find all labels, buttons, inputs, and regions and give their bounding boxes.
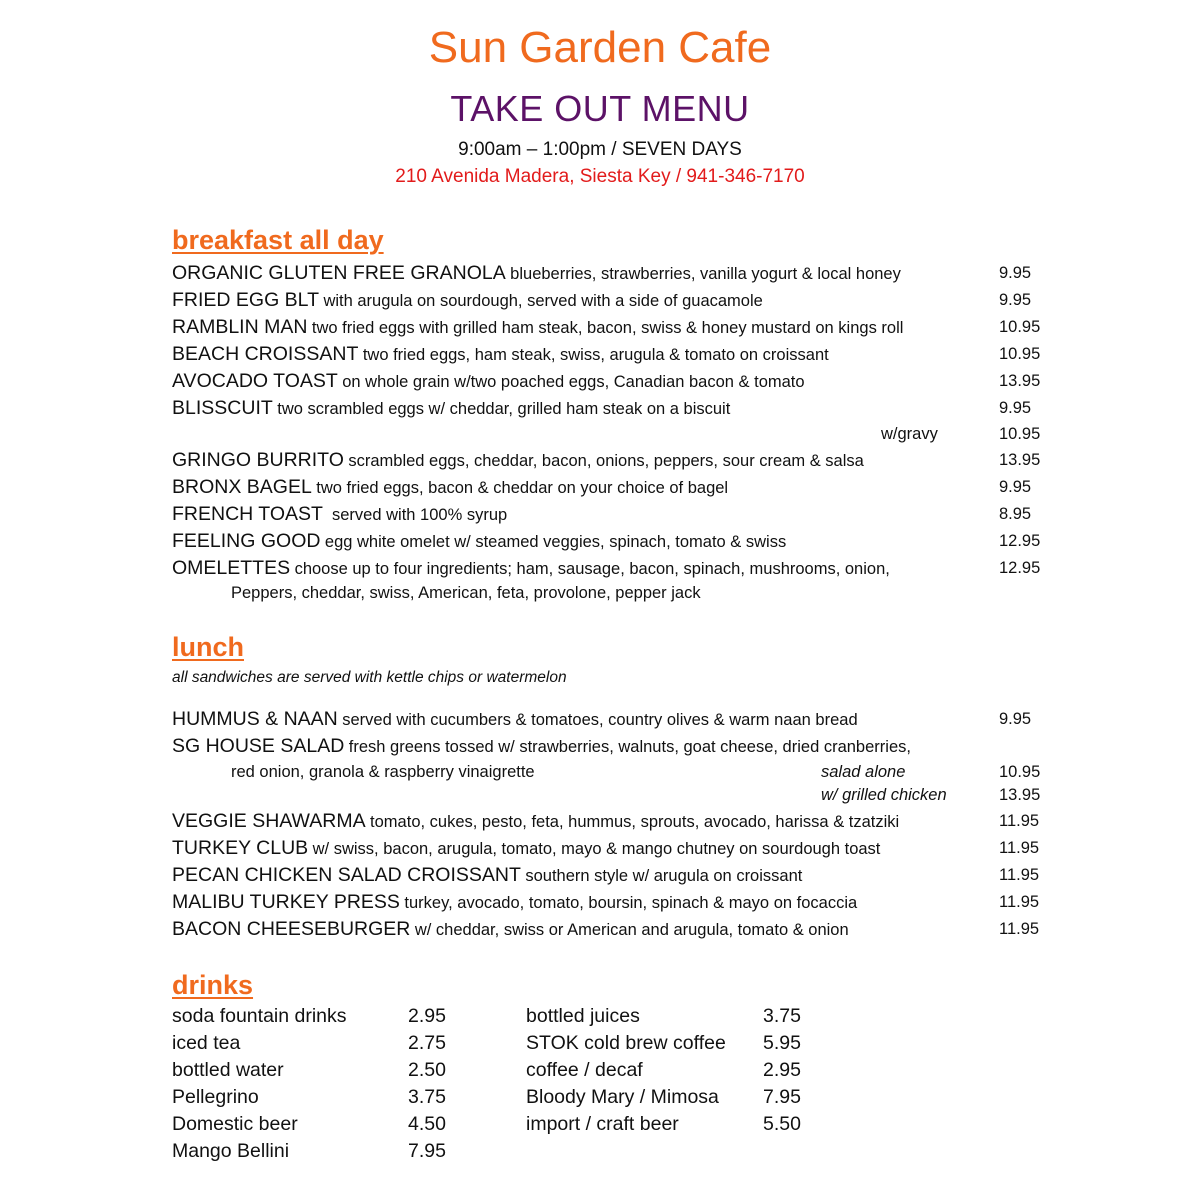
variant-price: 10.95 bbox=[999, 425, 1041, 443]
drink-price: 4.50 bbox=[408, 1113, 446, 1135]
item-price: 11.95 bbox=[999, 866, 1040, 884]
item-price: 11.95 bbox=[999, 920, 1040, 938]
item-description: with arugula on sourdough, served with a side of guacamole bbox=[323, 292, 763, 310]
item-name: VEGGIE SHAWARMA bbox=[172, 810, 366, 832]
menu-item bbox=[172, 395, 1052, 422]
item-name: SG HOUSE SALAD bbox=[172, 735, 345, 757]
drink-price: 5.50 bbox=[763, 1113, 801, 1135]
item-description: served with 100% syrup bbox=[327, 506, 508, 524]
item-description: southern style w/ arugula on croissant bbox=[525, 867, 803, 885]
item-description: two fried eggs, bacon & cheddar on your choice of bagel bbox=[316, 479, 729, 497]
drink-price: 2.75 bbox=[408, 1032, 446, 1054]
item-name: ORGANIC GLUTEN FREE GRANOLA bbox=[172, 262, 506, 284]
drink-price: 3.75 bbox=[408, 1086, 446, 1108]
item-description: w/ cheddar, swiss or American and arugula, tomato & onion bbox=[414, 921, 849, 939]
drink-name: coffee / decaf bbox=[526, 1059, 643, 1081]
menu-item bbox=[172, 835, 1052, 862]
drink-price: 7.95 bbox=[763, 1086, 801, 1108]
item-price: 9.95 bbox=[999, 399, 1032, 417]
drink-name: bottled juices bbox=[526, 1005, 640, 1027]
item-price: 12.95 bbox=[999, 559, 1041, 577]
drink-price: 7.95 bbox=[408, 1140, 446, 1162]
menu-item bbox=[172, 862, 1052, 889]
menu-title: TAKE OUT MENU bbox=[450, 88, 750, 129]
item-description: tomato, cukes, pesto, feta, hummus, sprouts, avocado, harissa & tzatziki bbox=[370, 813, 900, 831]
item-name: MALIBU TURKEY PRESS bbox=[172, 891, 400, 913]
item-price: 11.95 bbox=[999, 893, 1040, 911]
address-phone: 210 Avenida Madera, Siesta Key / 941-346-7170 bbox=[395, 166, 805, 187]
drink-name: iced tea bbox=[172, 1032, 241, 1054]
menu-item bbox=[172, 447, 1052, 474]
item-price: 13.95 bbox=[999, 372, 1041, 390]
item-description: two fried eggs, ham steak, swiss, arugula & tomato on croissant bbox=[362, 346, 829, 364]
menu-item bbox=[172, 555, 1052, 582]
menu-item bbox=[172, 287, 1052, 314]
item-name: BACON CHEESEBURGER bbox=[172, 918, 411, 940]
item-price: 13.95 bbox=[999, 451, 1041, 469]
drink-name: STOK cold brew coffee bbox=[526, 1032, 726, 1054]
item-description: two fried eggs with grilled ham steak, bacon, swiss & honey mustard on kings roll bbox=[311, 319, 904, 337]
item-description-continued: Peppers, cheddar, swiss, American, feta, provolone, pepper jack bbox=[231, 584, 701, 602]
item-price: 11.95 bbox=[999, 839, 1040, 857]
menu-item bbox=[172, 368, 1052, 395]
item-price: 9.95 bbox=[999, 478, 1032, 496]
drink-price: 3.75 bbox=[763, 1005, 801, 1027]
item-name: FEELING GOOD bbox=[172, 530, 321, 552]
drink-name: Bloody Mary / Mimosa bbox=[526, 1086, 719, 1108]
item-description: two scrambled eggs w/ cheddar, grilled ham steak on a biscuit bbox=[277, 400, 731, 418]
variant-label: salad alone bbox=[821, 763, 906, 781]
menu-item bbox=[172, 916, 1052, 943]
drink-price: 5.95 bbox=[763, 1032, 801, 1054]
item-name: TURKEY CLUB bbox=[172, 837, 309, 859]
item-description: egg white omelet w/ steamed veggies, spinach, tomato & swiss bbox=[324, 533, 787, 551]
item-description: scrambled eggs, cheddar, bacon, onions, peppers, sour cream & salsa bbox=[348, 452, 864, 470]
variant-label: w/ grilled chicken bbox=[821, 786, 947, 804]
menu-item bbox=[172, 706, 1052, 733]
drink-price: 2.50 bbox=[408, 1059, 446, 1081]
variant-label: w/gravy bbox=[881, 425, 938, 443]
item-name: AVOCADO TOAST bbox=[172, 370, 338, 392]
item-price: 9.95 bbox=[999, 291, 1032, 309]
drink-price: 2.95 bbox=[763, 1059, 801, 1081]
opening-hours: 9:00am – 1:00pm / SEVEN DAYS bbox=[458, 139, 742, 160]
item-price: 12.95 bbox=[999, 532, 1041, 550]
item-name: BEACH CROISSANT bbox=[172, 343, 359, 365]
variant-price: 13.95 bbox=[999, 786, 1041, 804]
item-price: 8.95 bbox=[999, 505, 1032, 523]
item-name: RAMBLIN MAN bbox=[172, 316, 308, 338]
item-price: 9.95 bbox=[999, 264, 1032, 282]
menu-item bbox=[172, 528, 1052, 555]
menu-item bbox=[172, 474, 1052, 501]
item-name: HUMMUS & NAAN bbox=[172, 708, 338, 730]
drink-name: Mango Bellini bbox=[172, 1140, 290, 1162]
item-description-continued: red onion, granola & raspberry vinaigrette bbox=[231, 763, 535, 781]
item-name: FRIED EGG BLT bbox=[172, 289, 319, 311]
item-price: 10.95 bbox=[999, 345, 1041, 363]
menu-item bbox=[172, 341, 1052, 368]
menu-item bbox=[172, 501, 1052, 528]
drink-name: import / craft beer bbox=[526, 1113, 679, 1135]
item-name: OMELETTES bbox=[172, 557, 291, 579]
drink-name: Domestic beer bbox=[172, 1113, 298, 1135]
item-description: served with cucumbers & tomatoes, country olives & warm naan bread bbox=[342, 711, 858, 729]
menu-item bbox=[172, 808, 1052, 835]
item-price: 10.95 bbox=[999, 318, 1041, 336]
item-description: blueberries, strawberries, vanilla yogurt & local honey bbox=[510, 265, 901, 283]
menu-item bbox=[172, 889, 1052, 916]
section-heading-drinks: drinks bbox=[172, 970, 254, 1000]
menu-item bbox=[172, 733, 1052, 760]
item-description: choose up to four ingredients; ham, sausage, bacon, spinach, mushrooms, onion, bbox=[294, 560, 890, 578]
item-description: w/ swiss, bacon, arugula, tomato, mayo & mango chutney on sourdough toast bbox=[312, 840, 881, 858]
variant-price: 10.95 bbox=[999, 763, 1041, 781]
menu-item bbox=[172, 260, 1052, 287]
item-name: BRONX BAGEL bbox=[172, 476, 312, 498]
item-name: FRENCH TOAST bbox=[172, 503, 323, 525]
section-heading-lunch: lunch bbox=[172, 632, 244, 662]
menu-item bbox=[172, 314, 1052, 341]
item-name: GRINGO BURRITO bbox=[172, 449, 344, 471]
item-name: PECAN CHICKEN SALAD CROISSANT bbox=[172, 864, 521, 886]
item-price: 9.95 bbox=[999, 710, 1032, 728]
drink-name: Pellegrino bbox=[172, 1086, 259, 1108]
item-name: BLISSCUIT bbox=[172, 397, 273, 419]
item-description: turkey, avocado, tomato, boursin, spinach & mayo on focaccia bbox=[404, 894, 858, 912]
drink-name: bottled water bbox=[172, 1059, 284, 1081]
cafe-name: Sun Garden Cafe bbox=[428, 23, 772, 72]
lunch-note: all sandwiches are served with kettle chips or watermelon bbox=[172, 669, 567, 686]
drink-price: 2.95 bbox=[408, 1005, 446, 1027]
section-heading-breakfast: breakfast all day bbox=[172, 225, 384, 255]
item-description: fresh greens tossed w/ strawberries, walnuts, goat cheese, dried cranberries, bbox=[348, 738, 911, 756]
item-price: 11.95 bbox=[999, 812, 1040, 830]
drink-name: soda fountain drinks bbox=[172, 1005, 347, 1027]
item-description: on whole grain w/two poached eggs, Canadian bacon & tomato bbox=[342, 373, 805, 391]
